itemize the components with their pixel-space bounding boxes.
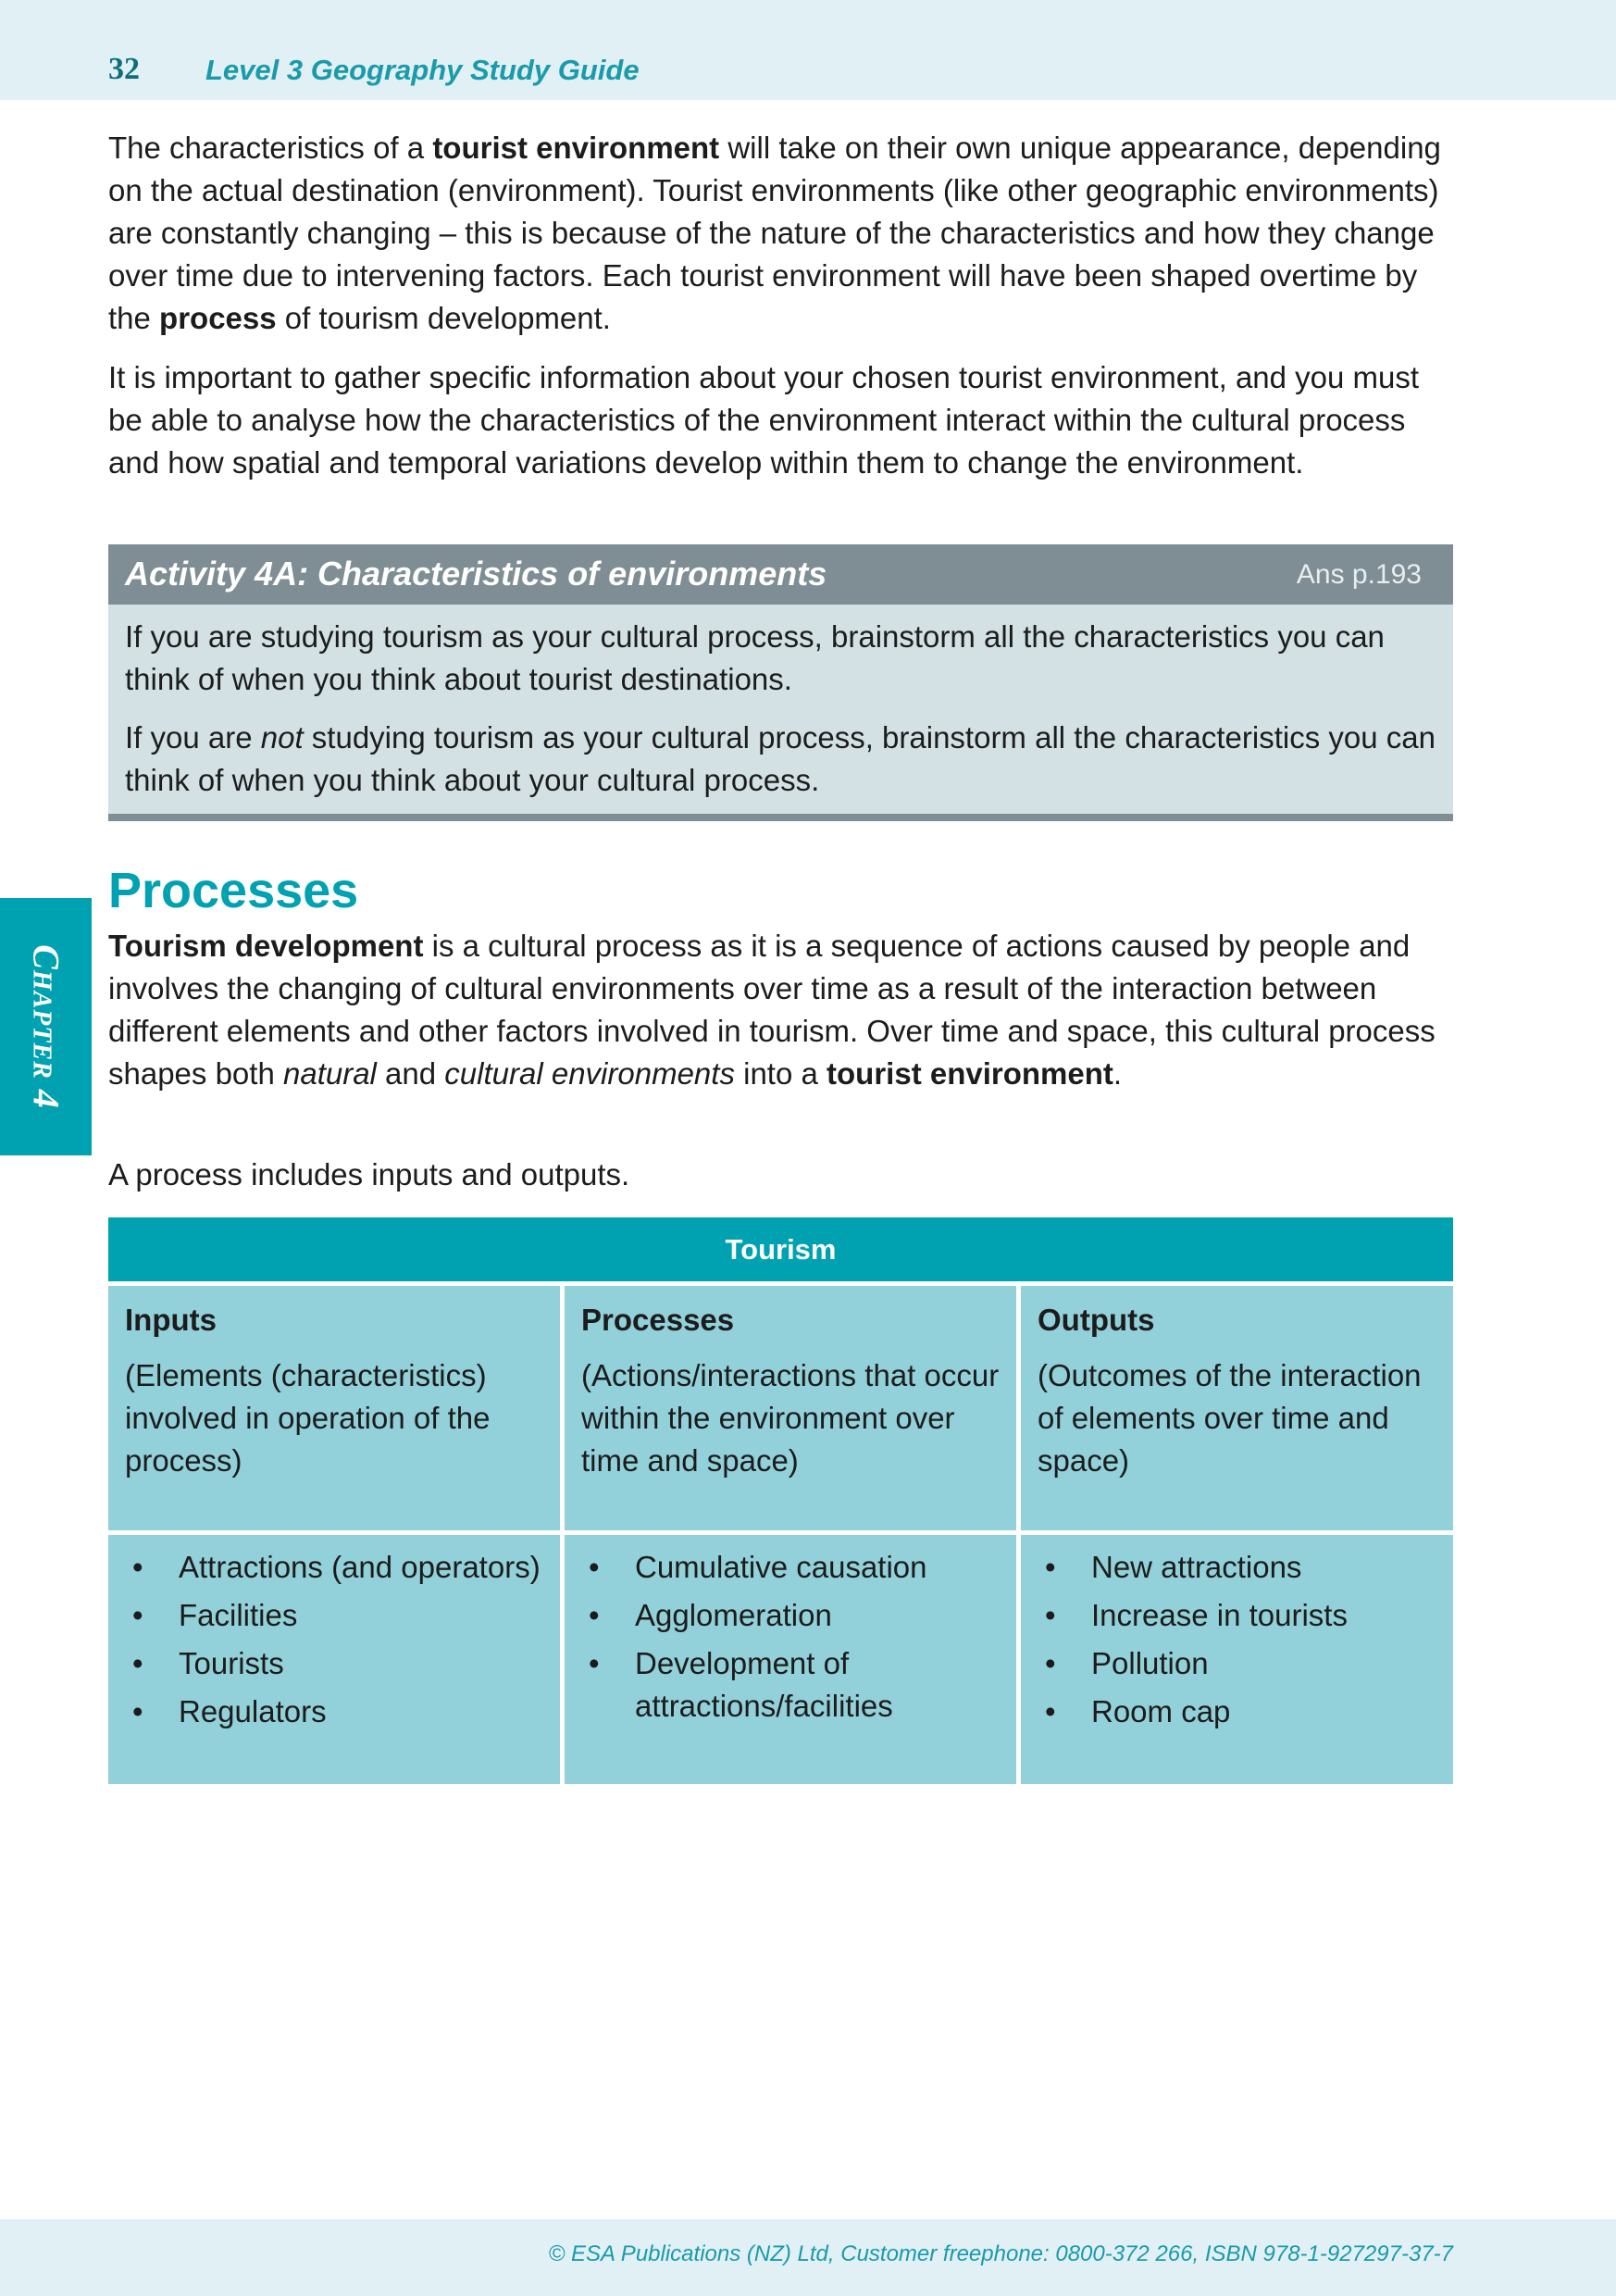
table-title: Tourism [108, 1217, 1453, 1286]
text-run: If you are [125, 720, 261, 755]
column-description-processes: (Actions/interactions that occur within the environment over time and space) [581, 1358, 1000, 1478]
inputs-list [125, 1546, 543, 1733]
table-cell-processes-list [565, 1535, 1021, 1784]
list-item-text: New attractions [1091, 1550, 1302, 1584]
text-run: of tourism development. [276, 301, 611, 335]
list-item [125, 1594, 543, 1637]
activity-box [108, 544, 1453, 821]
bullet-icon: • [589, 1550, 600, 1584]
bullet-icon: • [132, 1694, 143, 1728]
bold-term-tourist-environment: tourist environment [432, 131, 720, 165]
text-run: and [376, 1056, 445, 1091]
list-item [125, 1691, 543, 1733]
table-row-headings [108, 1286, 1453, 1535]
italic-term-natural: natural [282, 1056, 377, 1091]
page-number: 32 [108, 52, 140, 86]
list-item [125, 1546, 543, 1589]
tourism-process-table [108, 1217, 1453, 1784]
bold-term-tourism-development: Tourism development [108, 929, 424, 963]
page-header [0, 0, 1616, 100]
list-item-text: Tourists [179, 1646, 284, 1680]
list-item [1038, 1642, 1436, 1685]
activity-body [108, 605, 1453, 802]
table-cell-inputs-heading [108, 1286, 565, 1535]
list-item [581, 1642, 1000, 1728]
bullet-icon: • [1045, 1694, 1056, 1728]
bullet-icon: • [1045, 1550, 1056, 1584]
bold-term-process: process [159, 301, 277, 335]
copyright-notice: © ESA Publications (NZ) Ltd, Customer freephone: 0800-372 266, ISBN 978-1-927297-37-7 [548, 2241, 1453, 2266]
chapter-label: Chapter 4 [25, 944, 67, 1109]
activity-header [108, 544, 1453, 605]
list-item-text: Room cap [1091, 1694, 1231, 1728]
list-item [581, 1546, 1000, 1589]
bullet-icon: • [132, 1646, 143, 1680]
table-cell-processes-heading [565, 1286, 1021, 1535]
text-run: into a [734, 1056, 827, 1091]
table-cell-outputs-list [1021, 1535, 1453, 1784]
outputs-list [1038, 1546, 1436, 1733]
italic-term-cultural-environments: cultural environments [444, 1056, 735, 1091]
activity-instruction-2 [125, 717, 1436, 802]
list-item-text: Agglomeration [635, 1598, 832, 1632]
list-item [1038, 1691, 1436, 1733]
chapter-tab [0, 898, 92, 1155]
section-heading-processes: Processes [108, 863, 359, 918]
list-item [1038, 1546, 1436, 1589]
list-item-text: Regulators [179, 1694, 327, 1728]
table-cell-outputs-heading [1021, 1286, 1453, 1535]
text-run: studying tourism as your cultural process, brainstorm all the characteristics you can think of when you think about your cultural process. [125, 720, 1436, 797]
bullet-icon: • [1045, 1598, 1056, 1632]
bold-term-tourist-environment: tourist environment [827, 1056, 1113, 1091]
table-row-items [108, 1535, 1453, 1784]
process-inputs-outputs-note: A process includes inputs and outputs. [108, 1157, 630, 1192]
page-footer [0, 2219, 1616, 2296]
bullet-icon: • [1045, 1646, 1056, 1680]
processes-list [581, 1546, 1000, 1728]
intro-paragraph-1 [108, 127, 1460, 340]
processes-paragraph [108, 925, 1460, 1095]
table-title-row [108, 1217, 1453, 1286]
list-item [125, 1642, 543, 1685]
text-run: . [1113, 1056, 1123, 1091]
list-item-text: Development of attractions/facilities [635, 1646, 893, 1723]
bullet-icon: • [589, 1598, 600, 1632]
list-item-text: Facilities [179, 1598, 298, 1632]
column-description-outputs: (Outcomes of the interaction of elements over time and space) [1038, 1358, 1422, 1478]
column-heading-outputs: Outputs [1038, 1303, 1155, 1337]
text-run: The characteristics of a [108, 131, 433, 165]
running-title: Level 3 Geography Study Guide [205, 54, 640, 86]
bullet-icon: • [132, 1598, 143, 1632]
italic-emphasis: not [260, 720, 304, 755]
answer-page-reference: Ans p.193 [1296, 559, 1422, 590]
list-item-text: Pollution [1091, 1646, 1209, 1680]
list-item [581, 1594, 1000, 1637]
activity-instruction-1: If you are studying tourism as your cultural process, brainstorm all the characteristics you can think of when you think about tourist destinations. [125, 619, 1385, 696]
column-heading-processes: Processes [581, 1303, 735, 1337]
list-item-text: Cumulative causation [635, 1550, 927, 1584]
table-cell-inputs-list [108, 1535, 565, 1784]
list-item-text: Increase in tourists [1091, 1598, 1348, 1632]
list-item [1038, 1594, 1436, 1637]
text-run: will take on their own unique appearance, depending on the actual destination (environment). Tourist environments (like other geographic environments) are constantly changing – this is because of the nature of the characteristics and how they change over time due to intervening factors. Each tourist environment will have been shaped overtime by the [108, 131, 1441, 335]
list-item-text: Attractions (and operators) [179, 1550, 541, 1584]
activity-title: Activity 4A: Characteristics of environments [125, 555, 827, 593]
column-description-inputs: (Elements (characteristics) involved in operation of the process) [125, 1358, 491, 1478]
bullet-icon: • [589, 1646, 600, 1680]
column-heading-inputs: Inputs [125, 1303, 217, 1337]
bullet-icon: • [132, 1550, 143, 1584]
text-run: is a cultural process as it is a sequence of actions caused by people and involves the changing of cultural environments over time as a result of the interaction between different elements and other factors involved in tourism. Over time and space, this cultural process shapes both [108, 929, 1436, 1091]
intro-paragraph-2: It is important to gather specific information about your chosen tourist environment, and you must be able to analyse how the characteristics of the environment interact within the cultural process and how spatial and temporal variations develop within them to change the environment. [108, 360, 1420, 480]
